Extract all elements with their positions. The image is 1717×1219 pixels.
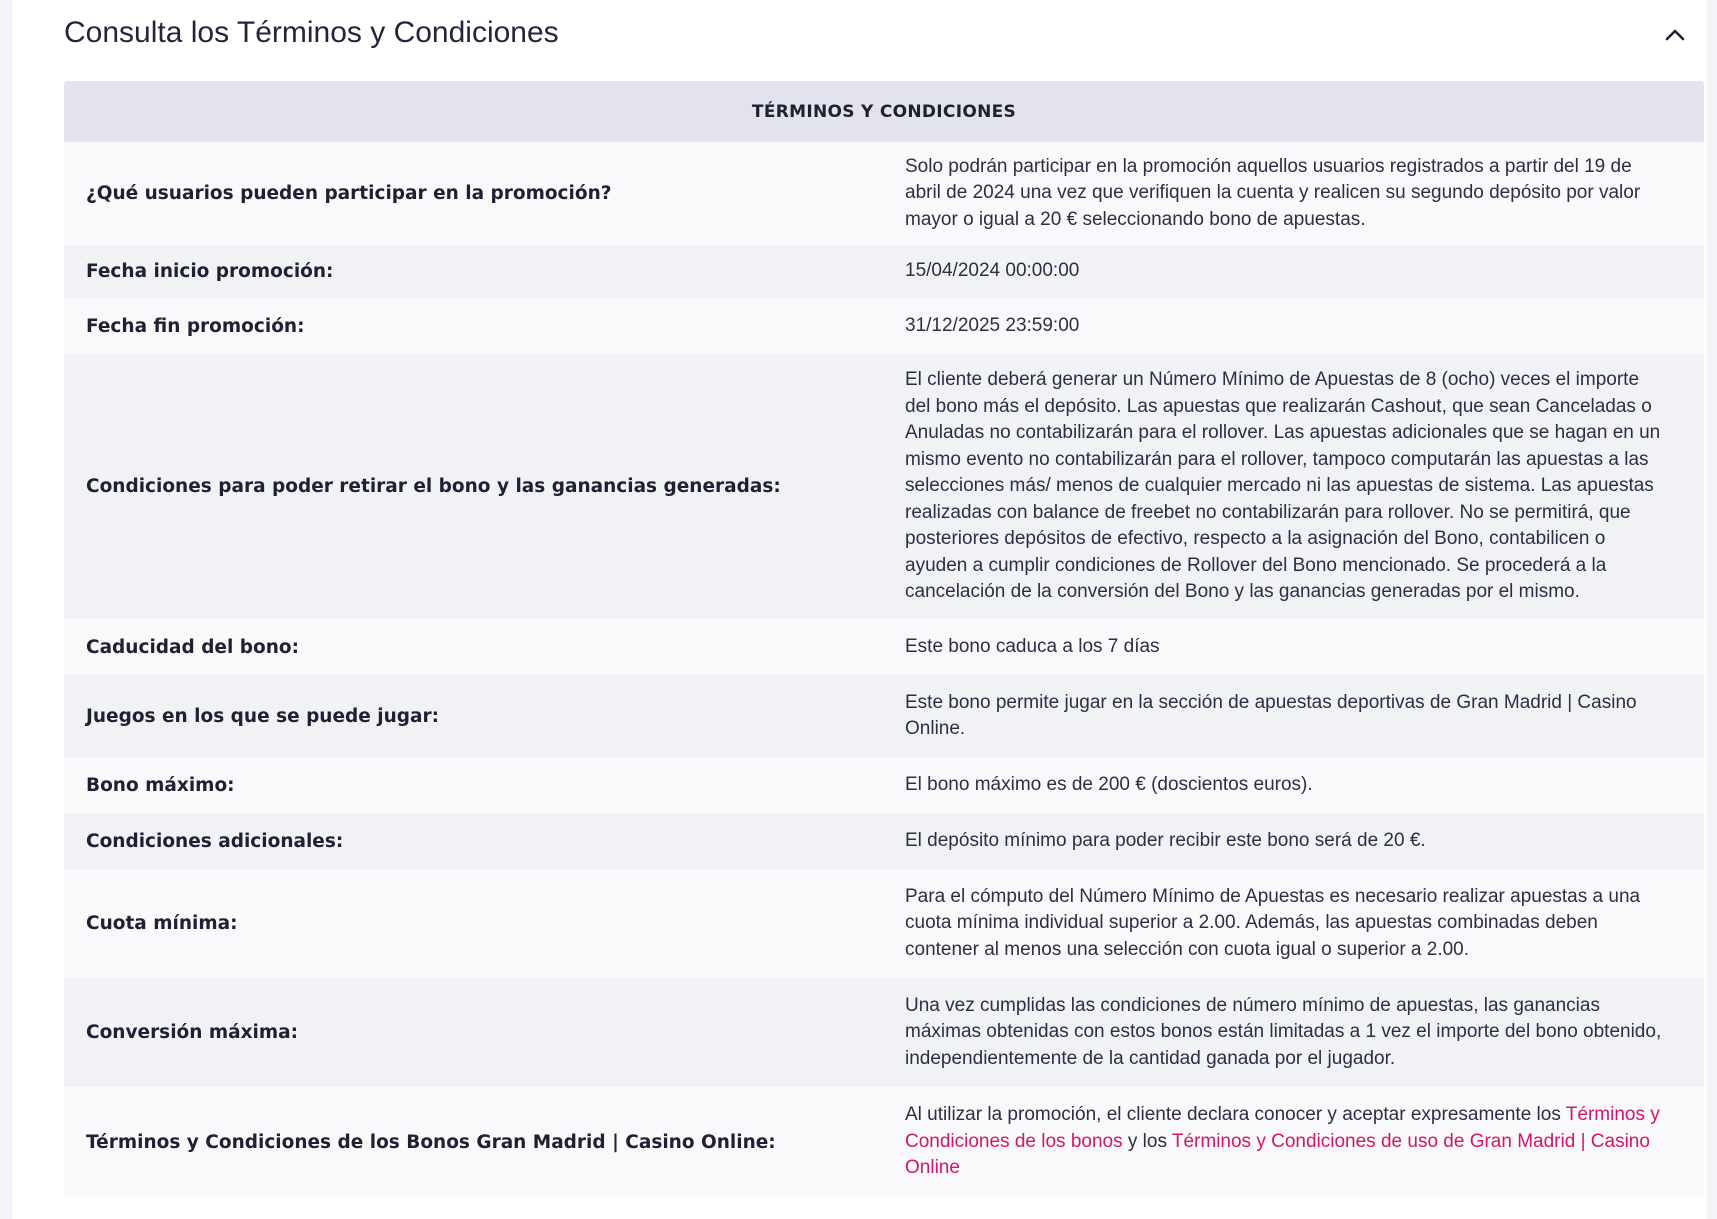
table-row: [64, 619, 1704, 675]
row-label: Bono máximo:: [86, 774, 235, 796]
row-value: Para el cómputo del Número Mínimo de Apuestas es necesario realizar apuestas a una cuota mínima individual superior a 2.00. Además, las apuestas combinadas deben contener al menos una selección con cuota igual o superior a 2.00.: [905, 885, 1641, 960]
row-value: 31/12/2025 23:59:00: [905, 314, 1080, 336]
chevron-up-icon[interactable]: [1662, 22, 1688, 48]
row-text-before: Al utilizar la promoción, el cliente declara conocer y aceptar expresamente los: [905, 1104, 1566, 1126]
left-page-edge: [0, 0, 12, 1219]
table-row: [64, 142, 1704, 245]
row-value: El cliente deberá generar un Número Mínimo de Apuestas de 8 (ocho) veces el importe del bono más el depósito. Las apuestas que realizarán Cashout, que sean Canceladas o Anuladas no contabilizarán para el rollover. Las apuestas adicionales que se hagan en un mismo evento no contabilizarán para el rollover, tampoco computarán las apuestas a las selecciones más/ menos de cualquier mercado ni las apuestas de sistema. Las apuestas realizadas con balance de freebet no contabilizarán para rollover. No se permitirá, que posteriores depósitos de efectivo, respecto a la asignación del Bono, contabilicen o ayuden a cumplir condiciones de Rollover del Bono mencionado. Se procederá a la cancelación de la conversión del Bono y las ganancias generadas por el mismo.: [905, 369, 1661, 603]
terms-accordion-header[interactable]: [64, 0, 1704, 70]
row-value: Este bono caduca a los 7 días: [905, 635, 1160, 657]
row-label: ¿Qué usuarios pueden participar en la promoción?: [86, 183, 612, 204]
table-row: [64, 757, 1704, 813]
row-label: Condiciones para poder retirar el bono y las ganancias generadas:: [86, 476, 781, 497]
row-label: Fecha inicio promoción:: [86, 261, 334, 282]
row-label: Términos y Condiciones de los Bonos Gran Madrid | Casino Online:: [86, 1131, 776, 1153]
terms-table: [64, 81, 1704, 1197]
row-label: Condiciones adicionales:: [86, 830, 344, 852]
table-row: [64, 675, 1704, 757]
table-row: [64, 298, 1704, 354]
row-label: Conversión máxima:: [86, 1022, 299, 1043]
bonus-terms-link[interactable]: Términos y Condiciones de los bonos: [905, 1104, 1660, 1152]
table-row: [64, 869, 1704, 978]
row-value: El bono máximo es de 200 € (doscientos euros).: [905, 773, 1313, 795]
right-page-edge: [1707, 0, 1717, 1219]
table-row: [64, 354, 1704, 619]
terms-table-heading: TÉRMINOS Y CONDICIONES: [64, 81, 1704, 142]
row-label: Juegos en los que se puede jugar:: [86, 705, 440, 727]
table-row: [64, 978, 1704, 1087]
terms-table-body: [64, 142, 1704, 1197]
row-label: Caducidad del bono:: [86, 636, 299, 658]
table-row: [64, 813, 1704, 869]
row-value: Una vez cumplidas las condiciones de número mínimo de apuestas, las ganancias máximas obtenidas con estos bonos están limitadas a 1 vez el importe del bono obtenido, independientemente de la cantidad ganada por el jugador.: [905, 994, 1662, 1069]
table-row: [64, 245, 1704, 298]
row-value: 15/04/2024 00:00:00: [905, 260, 1080, 282]
row-text-middle: y los: [1122, 1130, 1172, 1152]
row-value: Solo podrán participar en la promoción aquellos usuarios registrados a partir del 19 de abril de 2024 una vez que verifiquen la cuenta y realicen su segundo depósito por valor mayor o igual a 20 € seleccionando bono de apuestas.: [905, 155, 1641, 230]
row-value: Este bono permite jugar en la sección de apuestas deportivas de Gran Madrid | Casino Online.: [905, 691, 1637, 739]
row-label: Fecha fin promoción:: [86, 315, 305, 337]
row-value: El depósito mínimo para poder recibir este bono será de 20 €.: [905, 829, 1426, 851]
usage-terms-link[interactable]: Términos y Condiciones de uso de Gran Madrid | Casino Online: [905, 1130, 1650, 1179]
table-row: [64, 1087, 1704, 1197]
row-label: Cuota mínima:: [86, 913, 238, 934]
row-value: [905, 1102, 1682, 1182]
accordion-title: Consulta los Términos y Condiciones: [64, 16, 559, 49]
